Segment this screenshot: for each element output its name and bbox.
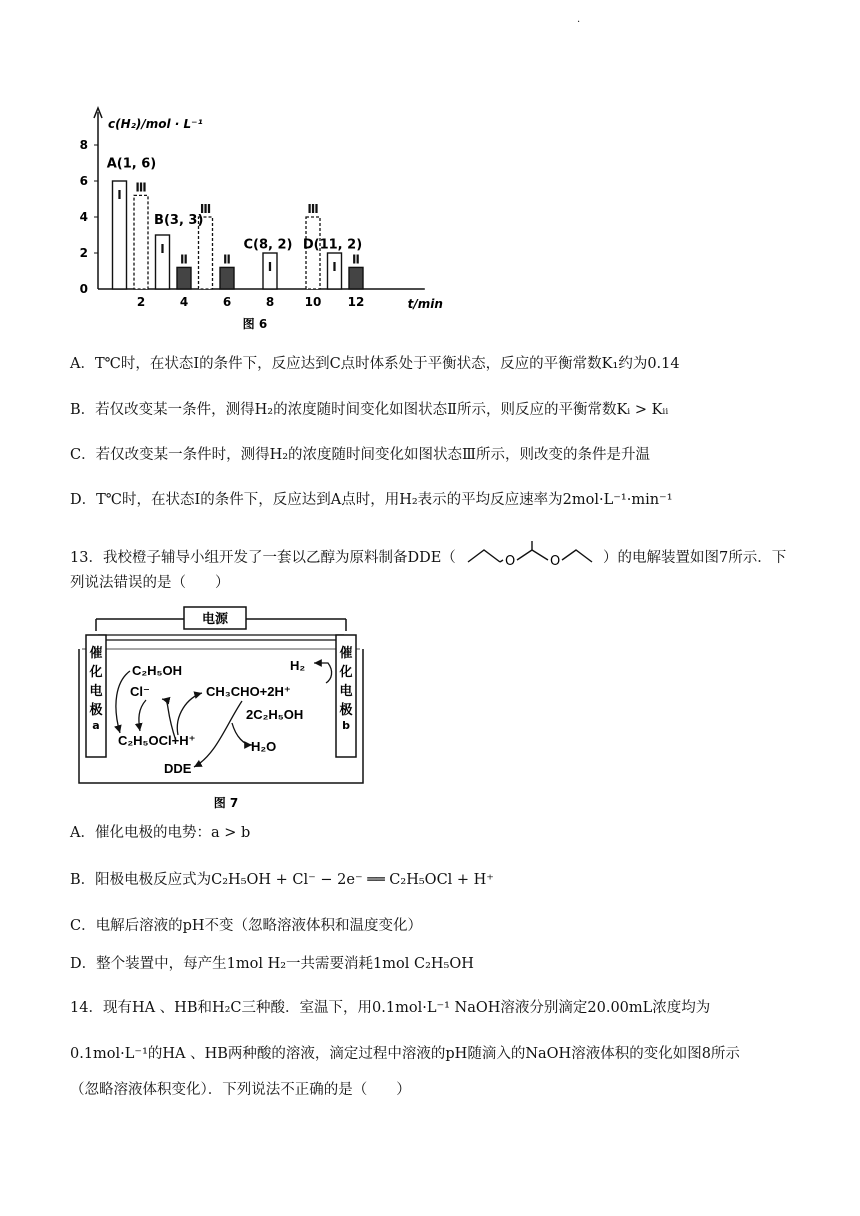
figure-7-caption: 图 7 xyxy=(213,796,239,810)
q14-line-3: （忽略溶液体积变化）．下列说法不正确的是（ ） xyxy=(70,1082,411,1098)
species-h2: H₂ xyxy=(290,658,306,673)
electrode-b-char: 极 xyxy=(339,703,353,718)
electrode-a-char: 电 xyxy=(89,684,103,699)
state-label: Ⅱ xyxy=(352,252,360,267)
figure-7-electrolysis xyxy=(76,605,376,820)
state-label: Ⅰ xyxy=(332,260,337,274)
q12-option-b: B．若仅改变某一条件，测得H₂的浓度随时间变化如图状态Ⅱ所示，则反应的平衡常数Kᵢ > Kᵢᵢ xyxy=(70,402,669,418)
dde-oxygen-1: O xyxy=(505,554,516,569)
q12-option-d: D．T℃时，在状态Ⅰ的条件下，反应达到A点时，用H₂表示的平均反应速率为2mol·L⁻¹·min⁻¹ xyxy=(70,492,673,508)
species-c2h5ocl: C₂H₅OCl+H⁺ xyxy=(118,733,196,748)
y-axis-label: c(H₂)/mol · L⁻¹ xyxy=(108,117,203,131)
q13-option-a: A．催化电极的电势：a > b xyxy=(70,825,251,841)
arrow-oxidation xyxy=(116,671,130,733)
x-tick-label: 2 xyxy=(136,295,146,309)
x-tick-label: 6 xyxy=(222,295,232,309)
figure-6-chart xyxy=(70,100,443,340)
q12-option-a: A．T℃时，在状态Ⅰ的条件下，反应达到C点时体系处于平衡状态，反应的平衡常数K₁约为0.14 xyxy=(70,356,680,372)
x-tick-label: 12 xyxy=(347,295,365,309)
top-mark: . xyxy=(577,14,581,25)
species-h2o: H₂O xyxy=(251,739,277,754)
arrow-chloride xyxy=(139,700,146,731)
electrode-b-char: 化 xyxy=(339,665,353,680)
q13-stem-part1: 13．我校橙子辅导小组开发了一套以乙醇为原料制备DDE（ xyxy=(70,550,456,566)
y-tick-label: 8 xyxy=(79,138,88,152)
species-chloride: Cl⁻ xyxy=(130,684,150,699)
arrow-to-hydrogen xyxy=(314,663,332,683)
x-tick-label: 10 xyxy=(304,295,322,309)
state-label: Ⅱ xyxy=(223,252,231,267)
dde-oxygen-2: O xyxy=(550,554,561,569)
arrow-to-water xyxy=(232,723,252,745)
q14-line-2: 0.1mol·L⁻¹的HA 、HB两种酸的溶液，滴定过程中溶液的pH随滴入的NaOH溶液体积的变化如图8所示 xyxy=(70,1046,740,1062)
q13-option-c: C．电解后溶液的pH不变（忽略溶液体积和温度变化） xyxy=(70,918,423,934)
figure-6-caption: 图 6 xyxy=(242,317,268,331)
x-tick-label: 8 xyxy=(265,295,275,309)
point-annotation: D(11, 2) xyxy=(302,237,363,253)
state-label: Ⅲ xyxy=(135,180,147,195)
dde-structure xyxy=(462,538,602,572)
species-dde: DDE xyxy=(164,761,192,776)
bar-state-2 xyxy=(220,267,234,289)
state-label: Ⅰ xyxy=(160,242,165,256)
point-annotation: C(8, 2) xyxy=(243,237,293,253)
bar-state-3 xyxy=(134,195,148,289)
bar-state-3 xyxy=(306,217,320,289)
species-c2h5oh: C₂H₅OH xyxy=(132,663,183,678)
species-2c2h5oh: 2C₂H₅OH xyxy=(246,707,304,722)
q13-stem-part2: ）的电解装置如图7所示．下 xyxy=(603,550,787,566)
bar-state-2 xyxy=(349,267,363,289)
electrode-a-char: 极 xyxy=(89,703,103,718)
y-tick-label: 0 xyxy=(79,282,88,296)
state-label: Ⅲ xyxy=(199,202,212,216)
electrode-b-char: 催 xyxy=(339,646,353,661)
arrow-to-dde xyxy=(194,701,242,767)
point-annotation: A(1, 6) xyxy=(106,156,157,172)
state-label: Ⅰ xyxy=(267,260,273,274)
electrode-b-char: b xyxy=(342,719,350,732)
x-axis-label: t/min xyxy=(407,297,443,311)
electrode-a-char: 催 xyxy=(89,646,103,661)
power-source-label: 电源 xyxy=(201,612,229,627)
bar-state-2 xyxy=(177,267,191,289)
y-tick-label: 6 xyxy=(79,174,88,188)
species-ch3cho: CH₃CHO+2H⁺ xyxy=(206,684,291,699)
state-label: Ⅰ xyxy=(117,188,122,202)
state-label: Ⅱ xyxy=(180,252,188,267)
q12-option-c: C．若仅改变某一条件时，测得H₂的浓度随时间变化如图状态Ⅲ所示，则改变的条件是升温 xyxy=(70,447,651,463)
electrode-a-char: 化 xyxy=(89,665,103,680)
x-tick-label: 4 xyxy=(179,295,189,309)
y-tick-label: 2 xyxy=(79,246,88,260)
q13-option-b: B．阳极电极反应式为C₂H₅OH + Cl⁻ − 2e⁻ ══ C₂H₅OCl + H⁺ xyxy=(70,872,494,888)
q13-stem-line2: 列说法错误的是（ ） xyxy=(70,575,230,591)
electrode-a-char: a xyxy=(92,719,100,732)
state-label: Ⅲ xyxy=(307,202,319,216)
q14-line-1: 14．现有HA 、HB和H₂C三种酸．室温下，用0.1mol·L⁻¹ NaOH溶液分别滴定20.00mL浓度均为 xyxy=(70,1000,711,1016)
electrode-b-char: 电 xyxy=(339,684,353,699)
point-annotation: B(3, 3) xyxy=(154,213,204,229)
y-tick-label: 4 xyxy=(79,210,88,224)
q13-option-d: D．整个装置中，每产生1mol H₂一共需要消耗1mol C₂H₅OH xyxy=(70,956,474,972)
arrow-to-acetaldehyde xyxy=(177,693,202,735)
